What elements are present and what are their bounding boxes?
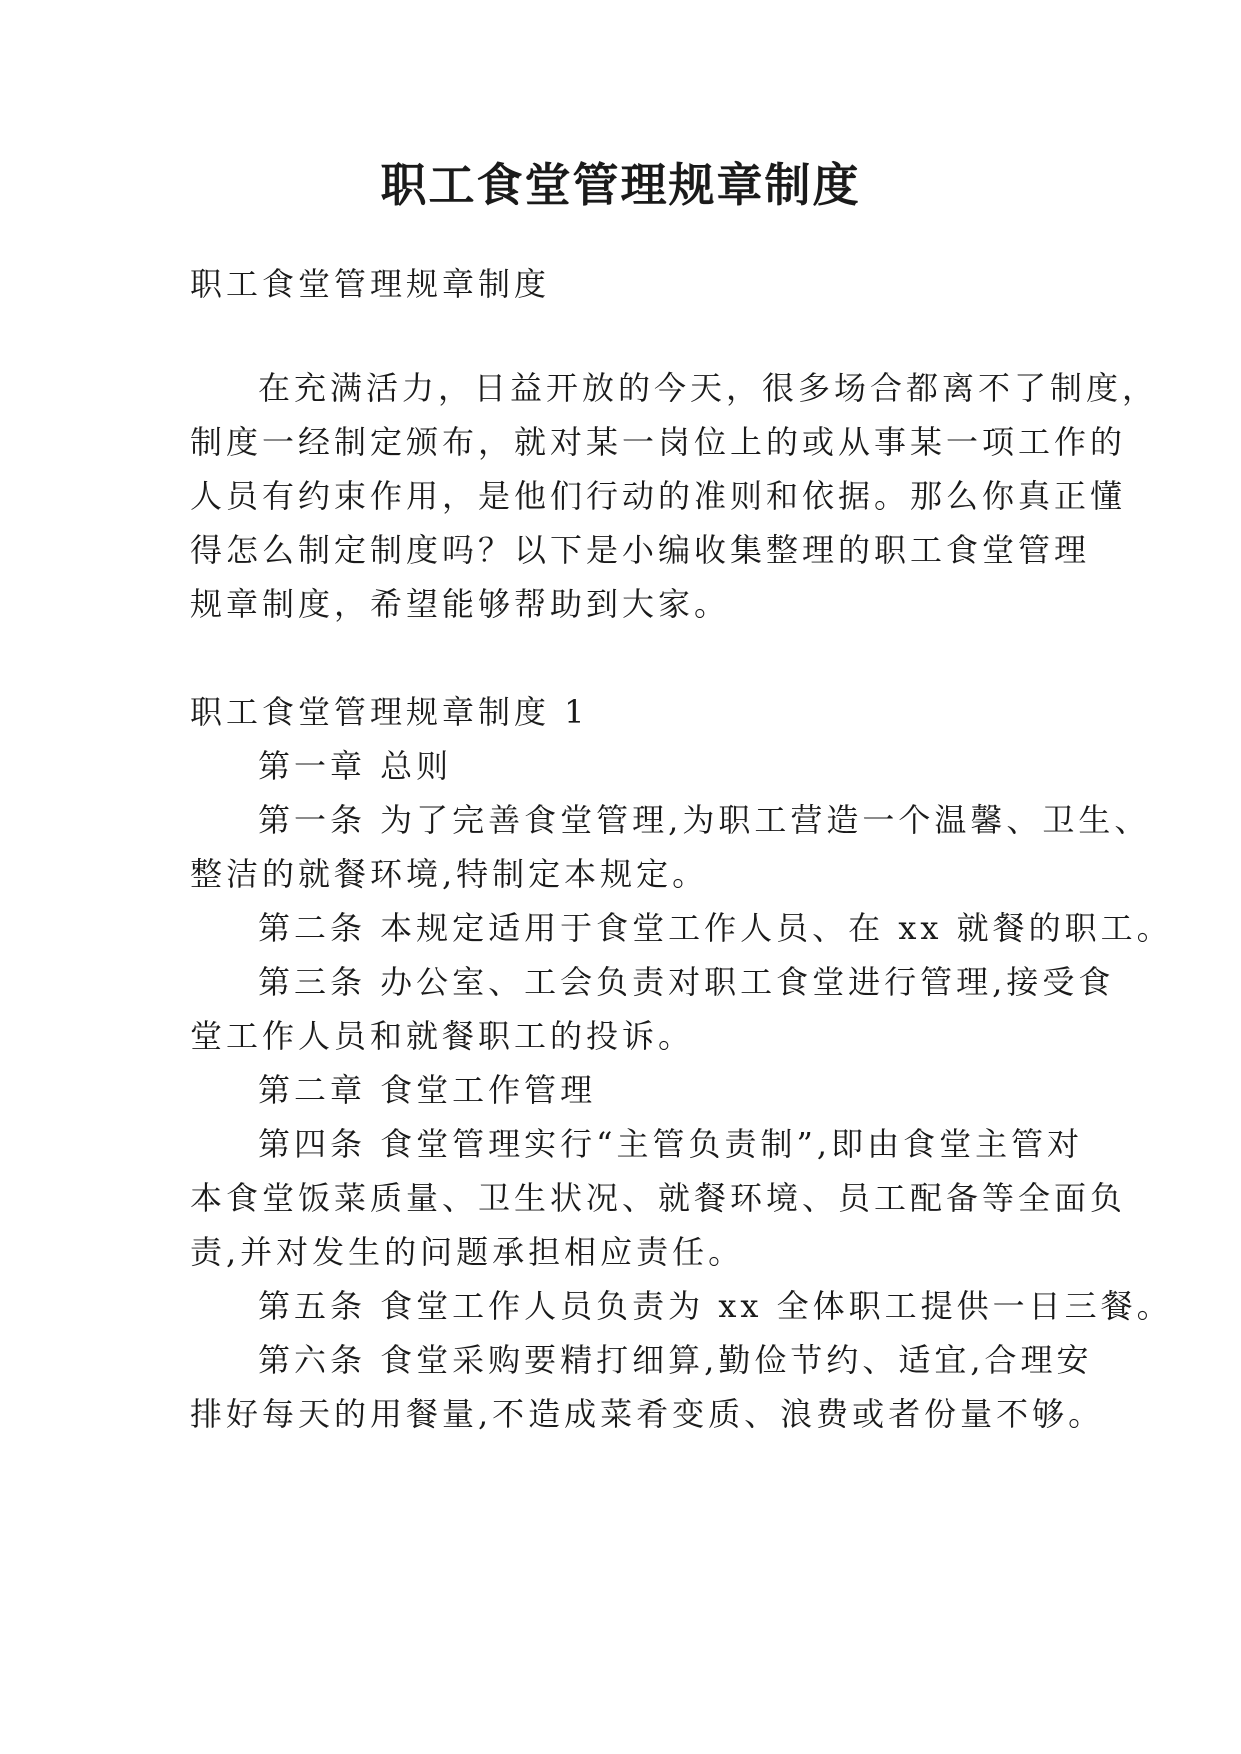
chapter-heading: 第一章 总则 [258,747,453,785]
article-line: 本食堂饭菜质量、卫生状况、就餐环境、员工配备等全面负 [190,1179,1127,1217]
article-line: 整洁的就餐环境,特制定本规定。 [190,855,709,893]
intro-line: 在充满活力，日益开放的今天，很多场合都离不了制度， [258,369,1159,407]
article-line: 排好每天的用餐量,不造成菜肴变质、浪费或者份量不够。 [190,1395,1105,1433]
article-line: 第三条 办公室、工会负责对职工食堂进行管理,接受食 [258,963,1115,1001]
document-subtitle: 职工食堂管理规章制度 [190,265,551,303]
intro-line: 制度一经制定颁布，就对某一岗位上的或从事某一项工作的 [190,423,1127,461]
intro-line: 得怎么制定制度吗？以下是小编收集整理的职工食堂管理 [190,531,1091,569]
article-line: 第二条 本规定适用于食堂工作人员、在 xx 就餐的职工。 [258,909,1173,947]
intro-line: 人员有约束作用，是他们行动的准则和依据。那么你真正懂 [190,477,1127,515]
document-title: 职工食堂管理规章制度 [380,158,861,212]
intro-line: 规章制度，希望能够帮助到大家。 [190,585,731,623]
article-line: 堂工作人员和就餐职工的投诉。 [190,1017,695,1055]
article-line: 第一条 为了完善食堂管理,为职工营造一个温馨、卫生、 [258,801,1151,839]
section-heading: 职工食堂管理规章制度 1 [190,693,589,731]
article-line: 第四条 食堂管理实行“主管负责制”,即由食堂主管对 [258,1125,1084,1163]
article-line: 责,并对发生的问题承担相应责任。 [190,1233,745,1271]
chapter-heading: 第二章 食堂工作管理 [258,1071,597,1109]
article-line: 第五条 食堂工作人员负责为 xx 全体职工提供一日三餐。 [258,1287,1173,1325]
article-line: 第六条 食堂采购要精打细算,勤俭节约、适宜,合理安 [258,1341,1093,1379]
